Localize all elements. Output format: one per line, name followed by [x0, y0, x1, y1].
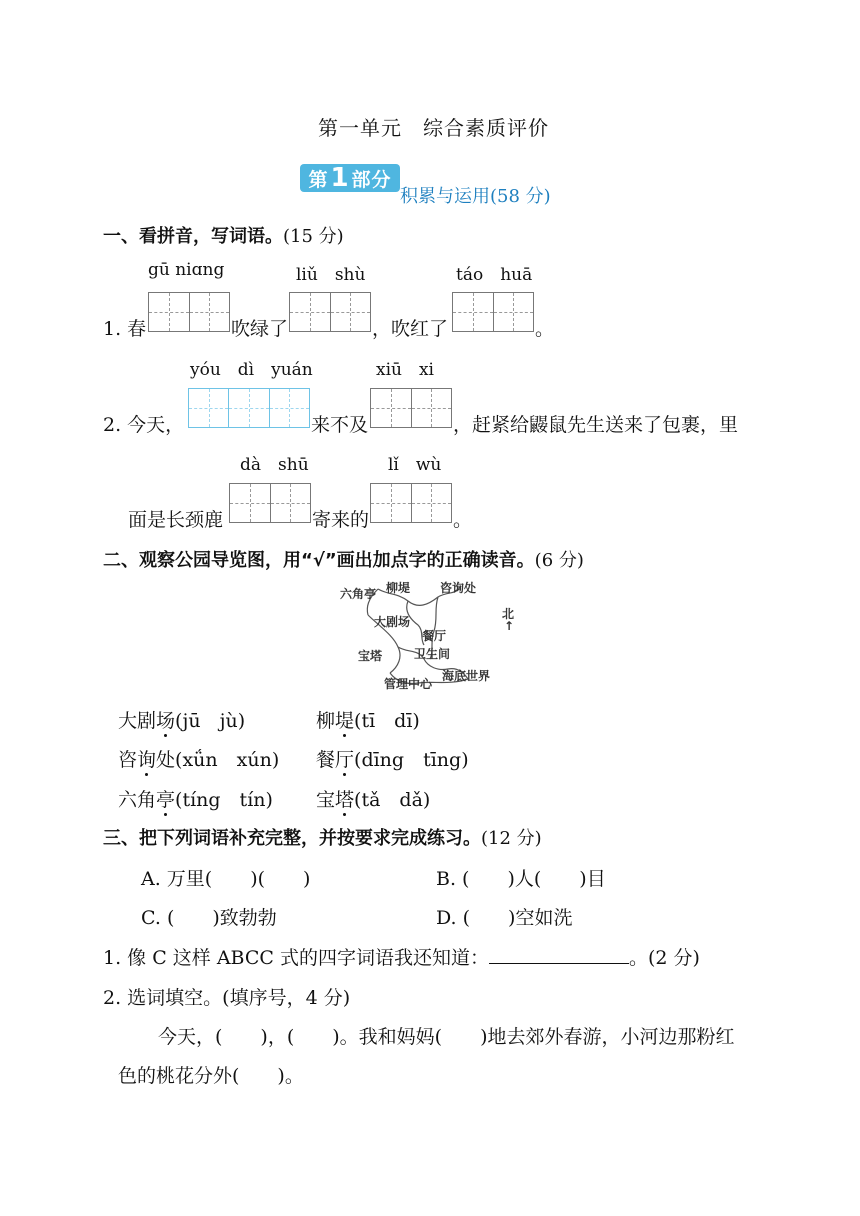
q1-heading-text: 一、看拼音，写词语。: [103, 226, 283, 247]
map-label-weishengjian: 卫生间: [414, 647, 451, 661]
answer-grid-youdiyuan[interactable]: [188, 388, 310, 428]
dotted-char: 塔: [335, 789, 355, 811]
q1-line1-text3: 。: [535, 318, 555, 340]
q2-item-baota: 宝塔(tǎ dǎ): [316, 789, 431, 811]
q1-points: (15 分): [283, 226, 344, 247]
q2-item-liujiaoting: 六角亭(tíng tín): [118, 789, 273, 811]
page-title: 第一单元 综合素质评价: [318, 116, 549, 140]
answer-grid-guniang[interactable]: [148, 292, 230, 332]
q3-sub1-text: 1. 像 C 这样 ABCC 式的四字词语我还知道：: [103, 947, 489, 969]
pinyin-guniang: gū niɑng: [148, 260, 225, 280]
q3-option-c: C. ( )致勃勃: [141, 907, 277, 929]
q1-line1-num: 1. 春: [103, 318, 147, 340]
q2-heading: [103, 546, 584, 572]
q2-item-dajuchang: 大剧场(jū jù): [118, 710, 246, 732]
q3-sub1: [103, 943, 700, 970]
q2-item-liudi: 柳堤(tī dī): [316, 710, 420, 732]
answer-grid-taohua[interactable]: [452, 292, 534, 332]
dotted-char: 亭: [156, 789, 176, 811]
q2-item-zixunchu: 咨询处(xǘn xún): [118, 749, 280, 771]
pinyin-youdiyuan: yóu dì yuán: [190, 360, 313, 380]
map-label-canting: 餐厅: [422, 629, 447, 643]
dotted-char: 堤: [335, 710, 355, 732]
q1-line2-num: 2. 今天，: [103, 414, 185, 436]
map-label-north: 北: [502, 607, 515, 621]
pinyin-liushu: liǔ shù: [296, 265, 366, 285]
q3-option-d: D. ( )空如洗: [436, 907, 573, 929]
badge-num: 1: [330, 163, 350, 193]
map-label-zixunchu: 咨询处: [440, 581, 477, 595]
map-label-liudi: 柳堤: [386, 581, 411, 595]
q3-paragraph-line1: 今天，( )，( )。我和妈妈( )地去郊外春游，小河边那粉红: [158, 1026, 735, 1048]
answer-grid-xiuxi[interactable]: [370, 388, 452, 428]
north-arrow-icon: ↑: [504, 619, 515, 633]
map-label-liujiaoting: 六角亭: [340, 587, 377, 601]
answer-grid-dashu[interactable]: [229, 483, 311, 523]
pinyin-dashu: dà shū: [240, 455, 309, 475]
map-label-dajuchang: 大剧场: [374, 615, 411, 629]
q1-line1-text2: ，吹红了: [372, 318, 449, 340]
q3-sub2: 2. 选词填空。(填序号，4 分): [103, 987, 351, 1009]
q1-line3-text2: 。: [453, 509, 473, 531]
q3-sub1-points: 。(2 分): [628, 947, 700, 969]
pinyin-xiuxi: xiū xi: [376, 360, 434, 380]
answer-grid-liwu[interactable]: [370, 483, 452, 523]
part-subtitle: 积累与运用(58 分): [400, 186, 551, 207]
pinyin-taohua: táo huā: [456, 265, 533, 285]
part-badge: [300, 164, 400, 192]
map-label-guanlizhongxin: 管理中心: [384, 677, 433, 691]
q1-line3-text1: 寄来的: [312, 509, 370, 531]
dotted-char: 询: [137, 749, 157, 771]
map-label-haidishijie: 海底世界: [442, 669, 491, 683]
q3-points: (12 分): [481, 828, 542, 849]
dotted-char: 场: [156, 710, 176, 732]
answer-grid-liushu[interactable]: [289, 292, 371, 332]
q2-item-canting: 餐厅(dīng tīng): [316, 749, 469, 771]
pinyin-liwu: lǐ wù: [388, 455, 442, 475]
q3-paragraph-line2: 色的桃花分外( )。: [118, 1065, 304, 1087]
q3-heading-text: 三、把下列词语补充完整，并按要求完成练习。: [103, 828, 481, 849]
dotted-char: 厅: [335, 749, 355, 771]
q2-heading-text: 二、观察公园导览图，用“√”画出加点字的正确读音。: [103, 550, 535, 571]
q1-line2-text2: ，赶紧给鼹鼠先生送来了包裹，里: [453, 414, 739, 436]
map-label-baota: 宝塔: [358, 649, 383, 663]
badge-post: 部分: [351, 168, 392, 191]
q1-line1-text1: 吹绿了: [231, 318, 289, 340]
answer-blank[interactable]: [489, 945, 629, 964]
park-map: [338, 575, 522, 693]
badge-pre: 第: [308, 168, 329, 191]
q1-line2-text1: 来不及: [311, 414, 369, 436]
q3-option-b: B. ( )人( )目: [436, 868, 606, 890]
q1-line3-text0: 面是长颈鹿: [128, 509, 224, 531]
q3-heading: [103, 824, 542, 850]
q3-option-a: A. 万里( )( ): [141, 868, 311, 890]
q1-heading: [103, 222, 344, 248]
q2-points: (6 分): [534, 550, 584, 571]
